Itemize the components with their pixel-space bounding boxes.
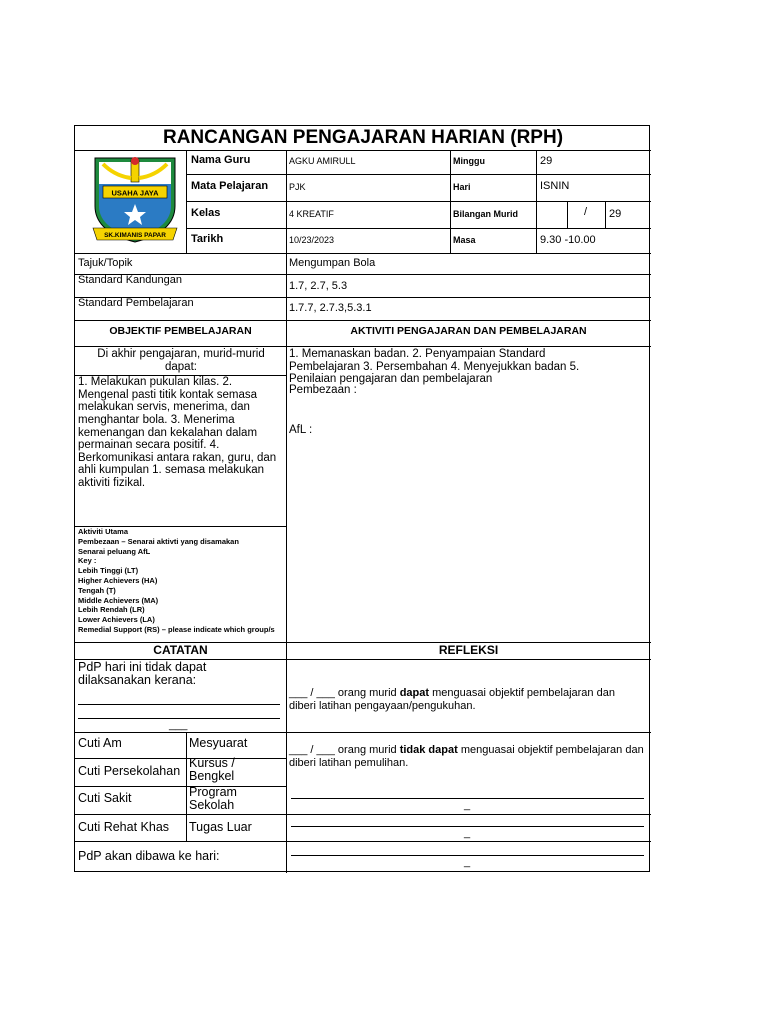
bilangan-murid-total: 29 (609, 208, 622, 220)
refleksi-line-1 (289, 687, 644, 713)
tajuk-value: Mengumpan Bola (289, 257, 376, 269)
sk-value: 1.7, 2.7, 5.3 (289, 280, 348, 292)
hari-value: ISNIN (540, 180, 570, 192)
refleksi-line-1-rest: menguasai objektif pembelajaran dan diberi latihan pengayaan/pengukuhan. (289, 687, 615, 713)
minggu-label: Minggu (453, 156, 485, 166)
cuti-rehat-khas: Cuti Rehat Khas (78, 820, 170, 834)
refleksi-blank-tail: _ (464, 799, 471, 811)
rph-sheet (74, 125, 650, 872)
nama-guru-label: Nama Guru (191, 154, 251, 166)
program-sekolah: Program Sekolah (189, 785, 237, 813)
aktiviti-afl: AfL : (289, 424, 313, 436)
nama-guru-value: AGKU AMIRULL (289, 156, 356, 166)
mesyuarat: Mesyuarat (189, 736, 248, 750)
list-item: Senarai peluang AfL (78, 546, 151, 556)
tarikh-label: Tarikh (191, 233, 224, 245)
tarikh-value: 10/23/2023 (289, 235, 335, 245)
sp-label: Standard Pembelajaran (78, 297, 194, 309)
refleksi-blank-tail: _ (464, 856, 471, 868)
objektif-body: 1. Melakukan pukulan kilas. 2. Mengenal pasti titik kontak semasa melakukan servis, menerima, dan menghantar bola. 3. Menerima kemenangan dan kekalahan dalam permainan secara positif. 4. Berkomunikasi antara rakan, guru, dan ahli kumpulan 1. semasa melakukan aktiviti fizikal. (78, 376, 277, 490)
minggu-value: 29 (540, 155, 553, 167)
list-item: Pembezaan – Senarai aktivti yang disamakan (78, 536, 239, 546)
masa-value: 9.30 -10.00 (540, 234, 596, 246)
list-item: Remedial Support (RS) – please indicate which group/s (78, 624, 275, 634)
masa-label: Masa (453, 235, 476, 245)
sp-value: 1.7.7, 2.7.3,5.3.1 (289, 302, 372, 314)
cuti-sakit: Cuti Sakit (78, 791, 132, 805)
kelas-value: 4 KREATIF (289, 209, 334, 219)
refleksi-line-2 (289, 744, 644, 770)
list-item: Higher Achievers (HA) (78, 575, 158, 585)
list-item: Tengah (T) (78, 585, 116, 595)
logo-banner-text: USAHA JAYA (111, 188, 159, 198)
tajuk-label: Tajuk/Topik (78, 257, 133, 269)
cuti-am: Cuti Am (78, 736, 122, 750)
list-item: Middle Achievers (MA) (78, 595, 159, 605)
mata-pelajaran-label: Mata Pelajaran (191, 180, 269, 192)
sk-label: Standard Kandungan (78, 274, 182, 286)
page-title: RANCANGAN PENGAJARAN HARIAN (RPH) (162, 127, 564, 148)
logo-ribbon-text: SK.KIMANIS PAPAR (104, 232, 166, 239)
objektif-header: OBJEKTIF PEMBELAJARAN (109, 325, 252, 337)
objektif-intro: Di akhir pengajaran, murid-murid dapat: (97, 348, 265, 373)
aktiviti-pembezaan: Pembezaan : (289, 384, 357, 396)
refleksi-line-1-bold: dapat (399, 687, 430, 699)
divider (75, 150, 651, 151)
refleksi-line-2-blanks: ___ / ___ orang murid (289, 744, 397, 756)
notes-list (78, 527, 284, 635)
refleksi-line-2-bold: tidak dapat (399, 744, 458, 756)
catatan-pdp-text: PdP hari ini tidak dapat dilaksanakan kerana: (78, 660, 207, 688)
catatan-blank-tail: ___ (169, 719, 188, 731)
refleksi-line-2-rest: menguasai objektif pembelajaran dan diberi latihan pemulihan. (289, 744, 644, 770)
list-item: Lebih Rendah (LR) (78, 605, 145, 615)
cuti-persekolahan: Cuti Persekolahan (78, 764, 181, 778)
refleksi-line-1-blanks: ___ / ___ orang murid (289, 687, 397, 699)
list-item: Lower Achievers (LA) (78, 615, 155, 625)
aktiviti-body: 1. Memanaskan badan. 2. Penyampaian Standard Pembelajaran 3. Persembahan 4. Menyejukkan badan 5. Penilaian pengajaran dan pembelajaran (289, 348, 580, 386)
list-item: Key : (78, 556, 97, 566)
mata-pelajaran-value: PJK (289, 182, 306, 192)
refleksi-header: REFLEKSI (438, 643, 499, 657)
kursus-bengkel: Kursus / Bengkel (189, 756, 235, 784)
aktiviti-header: AKTIVITI PENGAJARAN DAN PEMBELAJARAN (350, 325, 587, 337)
hari-label: Hari (453, 182, 471, 192)
bilangan-murid-label: Bilangan Murid (453, 209, 518, 219)
refleksi-blank-tail: _ (464, 827, 471, 839)
kelas-label: Kelas (191, 207, 221, 219)
pdp-dibawa: PdP akan dibawa ke hari: (78, 849, 220, 863)
school-logo (85, 154, 185, 252)
bilangan-murid-slash: / (584, 206, 588, 218)
list-item: Lebih Tinggi (LT) (78, 566, 139, 576)
catatan-header: CATATAN (153, 643, 208, 657)
tugas-luar: Tugas Luar (189, 820, 252, 834)
list-item: Aktiviti Utama (78, 527, 129, 536)
